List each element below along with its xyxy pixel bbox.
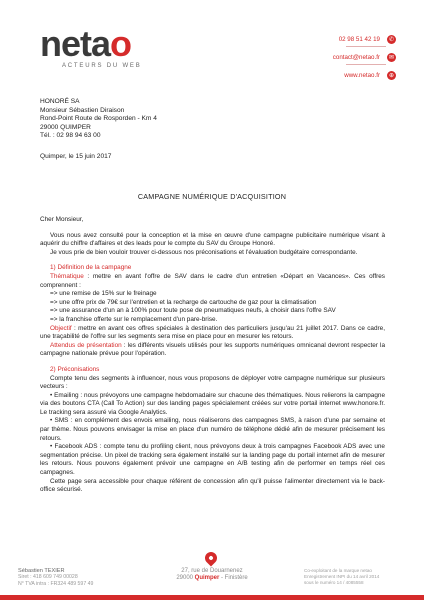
- facebook-paragraph: • Facebook ADS : compte tenu du profiling client, nous prévoyons deux à trois campagnes Facebook ADS avec une segmentation précise. Un pixel de tracking sera également installé sur la landing page du portail internet afin de mesurer les retours. Nous pouvons également prévoir une campagne en A/B testing afin de performer en temps réel ces campagnes.: [40, 443, 385, 477]
- recipient-city: 29000 QUIMPER: [40, 123, 91, 131]
- mail-icon: ✉: [388, 54, 395, 61]
- offer-item: => une assurance d'un an à 100% pour toute pose de pneumatiques neufs, à choisir dans l'offre SAV: [50, 307, 336, 315]
- netao-logo[interactable]: [40, 23, 142, 69]
- sms-paragraph: • SMS : en complément des envois emailing, nous réaliserons des campagnes SMS, à raison d'une par semaine et par thème. Nous pouvons envisager la mise en place d'un numéro de téléphone dédié afin de mesurer précisement les retours.: [40, 417, 385, 442]
- logo-wordmark: netao: [40, 23, 132, 64]
- offer-item: => une remise de 15% sur le freinage: [50, 290, 157, 298]
- objective-paragraph: [40, 325, 385, 342]
- theme-label: Thématique: [50, 272, 84, 280]
- section-heading: 1) Définition de la campagne: [50, 264, 132, 272]
- salutation: Cher Monsieur,: [40, 216, 84, 223]
- theme-text: : mettre en avant l'offre de SAV dans le cadre d'un entretien «Départ en Vacances». Ces offres comprennent :: [40, 272, 385, 289]
- recipient-address: [40, 98, 157, 141]
- logo-tagline: ACTEURS DU WEB: [62, 63, 142, 69]
- web-icon: ⊕: [388, 72, 395, 79]
- phone-icon: ✆: [388, 36, 395, 43]
- section2-intro: Compte tenu des segments à influencer, nous vous proposons de déployer votre campagne numérique sur plusieurs vecteurs :: [40, 374, 385, 391]
- intro-paragraph: Je vous prie de bien vouloir trouver ci-dessous nos préconisations et l'évaluation budgétaire correspondante.: [50, 248, 358, 256]
- objective-text: : mettre en avant ces offres spéciales à destination des particuliers jusqu'au 21 juillet 2017. Dans ce cadre, une traçabilité de l'offre sur les segments sera mise en place pour en mesurer les retours.: [40, 324, 385, 341]
- footer-trademark: Co-exploitant de la marque netao Enregistrement INPI du 14 avril 2014 sous le numéro 14 / 4085558: [304, 568, 380, 585]
- footer-siret: Siret : 418 609 749 00028: [18, 574, 78, 581]
- objective-label: Objectif: [50, 324, 72, 332]
- section-heading: 2) Préconisations: [50, 365, 100, 373]
- recipient-phone: Tél. : 02 98 94 63 00: [40, 132, 101, 140]
- expect-label: Attendus de présentation: [50, 341, 122, 349]
- contact-block: [333, 33, 396, 87]
- contact-phone[interactable]: 02 98 51 42 19: [338, 36, 380, 43]
- theme-paragraph: [40, 273, 385, 290]
- offer-item: => la franchise offerte sur le remplacement d'un pare-brise.: [50, 315, 218, 323]
- closing-paragraph: Cette page sera accessible pour chaque référent de concession afin qu'il puisse l'alimenter directement via le back-office sécurisé.: [40, 477, 385, 494]
- letter-date: Quimper, le 15 juin 2017: [40, 153, 112, 160]
- recipient-contact: Monsieur Sébastien Diraison: [40, 106, 125, 114]
- recipient-company: HONORÉ SA: [40, 98, 80, 105]
- footer-city-line: 29000 Quimper - Finistère: [176, 575, 248, 582]
- intro-paragraph: Vous nous avez consulté pour la conception et la mise en œuvre d'une campagne publicitaire numérique visant à aquérir du chiffre d'affaires et des leads pour le compte du SAV du Groupe Honoré.: [40, 231, 385, 248]
- contact-divider: [346, 46, 386, 47]
- contact-phone-row[interactable]: [333, 33, 396, 46]
- footer-name: Sébastien TEXIER: [18, 568, 65, 574]
- offer-item: => une offre prix de 79€ sur l'entretien et la recharge de cartouche de gaz pour la climatisation: [50, 298, 317, 306]
- contact-email-row[interactable]: [333, 51, 396, 64]
- footer: [0, 560, 424, 600]
- footer-vat: N° TVA intra : FR324 489 597 49: [18, 580, 94, 587]
- contact-web-row[interactable]: [333, 69, 396, 82]
- document-title: CAMPAGNE NUMÉRIQUE D'ACQUISITION: [137, 192, 287, 201]
- letter-body: [40, 216, 385, 495]
- emailing-paragraph: • Emailing : nous prévoyons une campagne hebdomadaire sur chacune des thématiques. Nous relierons la campagne via des boutons CTA (Call To Action) sur des landing pages spécialement créées sur votre portail internet www.honore.fr. Le tracking sera assuré via Google Analytics.: [40, 391, 385, 416]
- contact-website[interactable]: www.netao.fr: [344, 72, 380, 79]
- footer-city: Quimper: [194, 575, 220, 582]
- footer-accent-bar: [0, 595, 424, 600]
- expect-paragraph: [40, 342, 385, 359]
- expect-text: : les différents visuels utilisés pour les supports numériques omnicanal devront respecter la campagne nationale prévue pour l'opération.: [40, 341, 386, 358]
- recipient-street: Rond-Point Route de Rosporden - Km 4: [40, 115, 157, 123]
- footer-street: 27, rue de Douarnenez: [181, 568, 243, 574]
- contact-email[interactable]: contact@netao.fr: [332, 54, 380, 61]
- contact-divider: [346, 64, 386, 65]
